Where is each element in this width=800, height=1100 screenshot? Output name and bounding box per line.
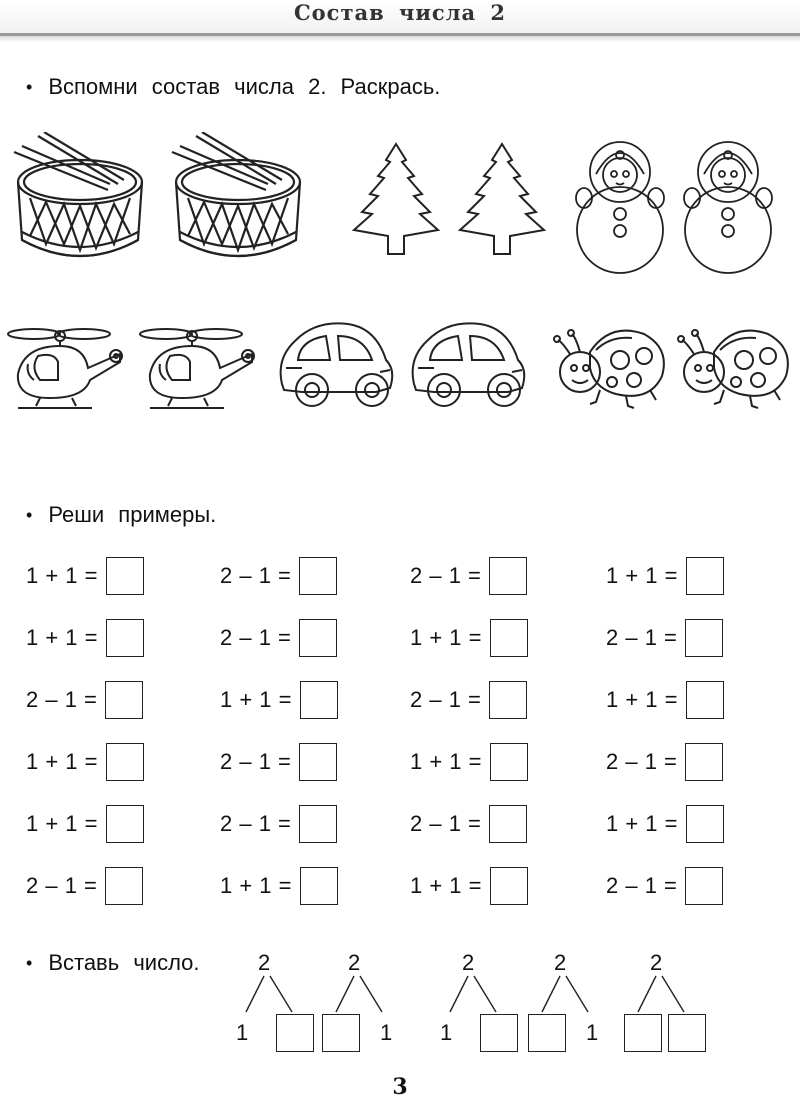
number-tree-left-box[interactable]: [322, 1014, 360, 1052]
answer-box[interactable]: [300, 681, 338, 719]
tumbler-doll-icon[interactable]: [570, 134, 670, 278]
equation: [606, 866, 723, 906]
answer-box[interactable]: [685, 743, 723, 781]
header-divider: [0, 36, 800, 42]
bullet: •: [26, 504, 33, 525]
number-tree: [440, 946, 540, 1056]
answer-box[interactable]: [490, 743, 528, 781]
answer-box[interactable]: [686, 805, 724, 843]
drum-icon[interactable]: [8, 132, 158, 267]
equation: [410, 680, 527, 720]
equation-expression: 2 – 1 =: [220, 749, 292, 774]
ladybug-icon[interactable]: [550, 318, 672, 412]
equation: [410, 742, 528, 782]
number-tree-right-box[interactable]: [668, 1014, 706, 1052]
equation: [26, 742, 144, 782]
number-tree-right-box[interactable]: [276, 1014, 314, 1052]
number-tree: [628, 946, 728, 1056]
answer-box[interactable]: [106, 805, 144, 843]
page-number: 3: [392, 1074, 408, 1100]
number-tree: [236, 946, 336, 1056]
answer-box[interactable]: [106, 557, 144, 595]
bullet: •: [26, 952, 33, 973]
task-solve: [26, 502, 216, 528]
page-title: Состав числа 2: [293, 0, 507, 25]
task-insert-text: Вставь число.: [48, 950, 200, 975]
task-solve-text: Реши примеры.: [48, 502, 217, 527]
equation-expression: 1 + 1 =: [26, 625, 99, 650]
equation: [606, 742, 723, 782]
fir-tree-icon[interactable]: [452, 140, 552, 260]
equation: [606, 618, 723, 658]
helicopter-icon[interactable]: [136, 322, 266, 414]
number-tree-right: 1: [586, 1020, 599, 1045]
answer-box[interactable]: [489, 557, 527, 595]
answer-box[interactable]: [685, 867, 723, 905]
number-tree-top: 2: [650, 950, 663, 975]
equation-expression: 2 – 1 =: [410, 811, 482, 836]
answer-box[interactable]: [105, 867, 143, 905]
equation-expression: 1 + 1 =: [220, 873, 293, 898]
tumbler-doll-icon[interactable]: [678, 134, 778, 278]
equation-expression: 2 – 1 =: [606, 625, 678, 650]
page-header: [0, 0, 800, 36]
equation: [410, 866, 528, 906]
equation: [606, 680, 724, 720]
equation-expression: 2 – 1 =: [220, 625, 292, 650]
drum-icon[interactable]: [166, 132, 316, 267]
equation: [220, 556, 337, 596]
ladybug-icon[interactable]: [674, 318, 796, 412]
answer-box[interactable]: [489, 681, 527, 719]
answer-box[interactable]: [106, 619, 144, 657]
equation-expression: 1 + 1 =: [606, 811, 679, 836]
number-tree-left-box[interactable]: [624, 1014, 662, 1052]
bullet: •: [26, 76, 33, 97]
equation: [26, 866, 143, 906]
equation-expression: 1 + 1 =: [410, 873, 483, 898]
equation: [26, 618, 144, 658]
equation-expression: 2 – 1 =: [410, 563, 482, 588]
equation-expression: 1 + 1 =: [606, 563, 679, 588]
equation-expression: 1 + 1 =: [26, 563, 99, 588]
number-tree-left: 1: [236, 1020, 249, 1045]
answer-box[interactable]: [685, 619, 723, 657]
equation: [606, 804, 724, 844]
equation-expression: 1 + 1 =: [410, 625, 483, 650]
answer-box[interactable]: [686, 681, 724, 719]
equation-expression: 1 + 1 =: [26, 811, 99, 836]
number-tree-top: 2: [554, 950, 567, 975]
answer-box[interactable]: [299, 805, 337, 843]
answer-box[interactable]: [489, 805, 527, 843]
equation-expression: 2 – 1 =: [606, 873, 678, 898]
equation-expression: 1 + 1 =: [26, 749, 99, 774]
equation: [220, 804, 337, 844]
task-insert: [26, 950, 200, 976]
equation: [220, 680, 338, 720]
number-tree: [326, 946, 426, 1056]
equation: [220, 866, 338, 906]
number-tree-top: 2: [258, 950, 271, 975]
equation: [410, 618, 528, 658]
answer-box[interactable]: [105, 681, 143, 719]
answer-box[interactable]: [299, 619, 337, 657]
equation-expression: 1 + 1 =: [606, 687, 679, 712]
equation: [410, 804, 527, 844]
equation: [606, 556, 724, 596]
equation: [410, 556, 527, 596]
helicopter-icon[interactable]: [4, 322, 134, 414]
equation-expression: 1 + 1 =: [220, 687, 293, 712]
number-tree-top: 2: [348, 950, 361, 975]
equation-expression: 2 – 1 =: [410, 687, 482, 712]
answer-box[interactable]: [299, 557, 337, 595]
number-tree-top: 2: [462, 950, 475, 975]
task-color-text: Вспомни состав числа 2. Раскрась.: [48, 74, 441, 99]
fir-tree-icon[interactable]: [346, 140, 446, 260]
equation-expression: 2 – 1 =: [220, 563, 292, 588]
equation-expression: 1 + 1 =: [410, 749, 483, 774]
number-tree-right: 1: [380, 1020, 393, 1045]
answer-box[interactable]: [490, 867, 528, 905]
equation: [26, 556, 144, 596]
equation: [26, 680, 143, 720]
car-icon[interactable]: [404, 314, 532, 412]
answer-box[interactable]: [300, 867, 338, 905]
equation: [220, 618, 337, 658]
answer-box[interactable]: [106, 743, 144, 781]
task-color: [26, 74, 440, 100]
number-tree: [532, 946, 632, 1056]
answer-box[interactable]: [490, 619, 528, 657]
number-tree-right-box[interactable]: [480, 1014, 518, 1052]
number-tree-left-box[interactable]: [528, 1014, 566, 1052]
answer-box[interactable]: [686, 557, 724, 595]
answer-box[interactable]: [299, 743, 337, 781]
equation-expression: 2 – 1 =: [606, 749, 678, 774]
car-icon[interactable]: [272, 314, 400, 412]
equation: [220, 742, 337, 782]
equation-expression: 2 – 1 =: [26, 873, 98, 898]
number-tree-left: 1: [440, 1020, 453, 1045]
equation-expression: 2 – 1 =: [26, 687, 98, 712]
equation: [26, 804, 144, 844]
equation-expression: 2 – 1 =: [220, 811, 292, 836]
